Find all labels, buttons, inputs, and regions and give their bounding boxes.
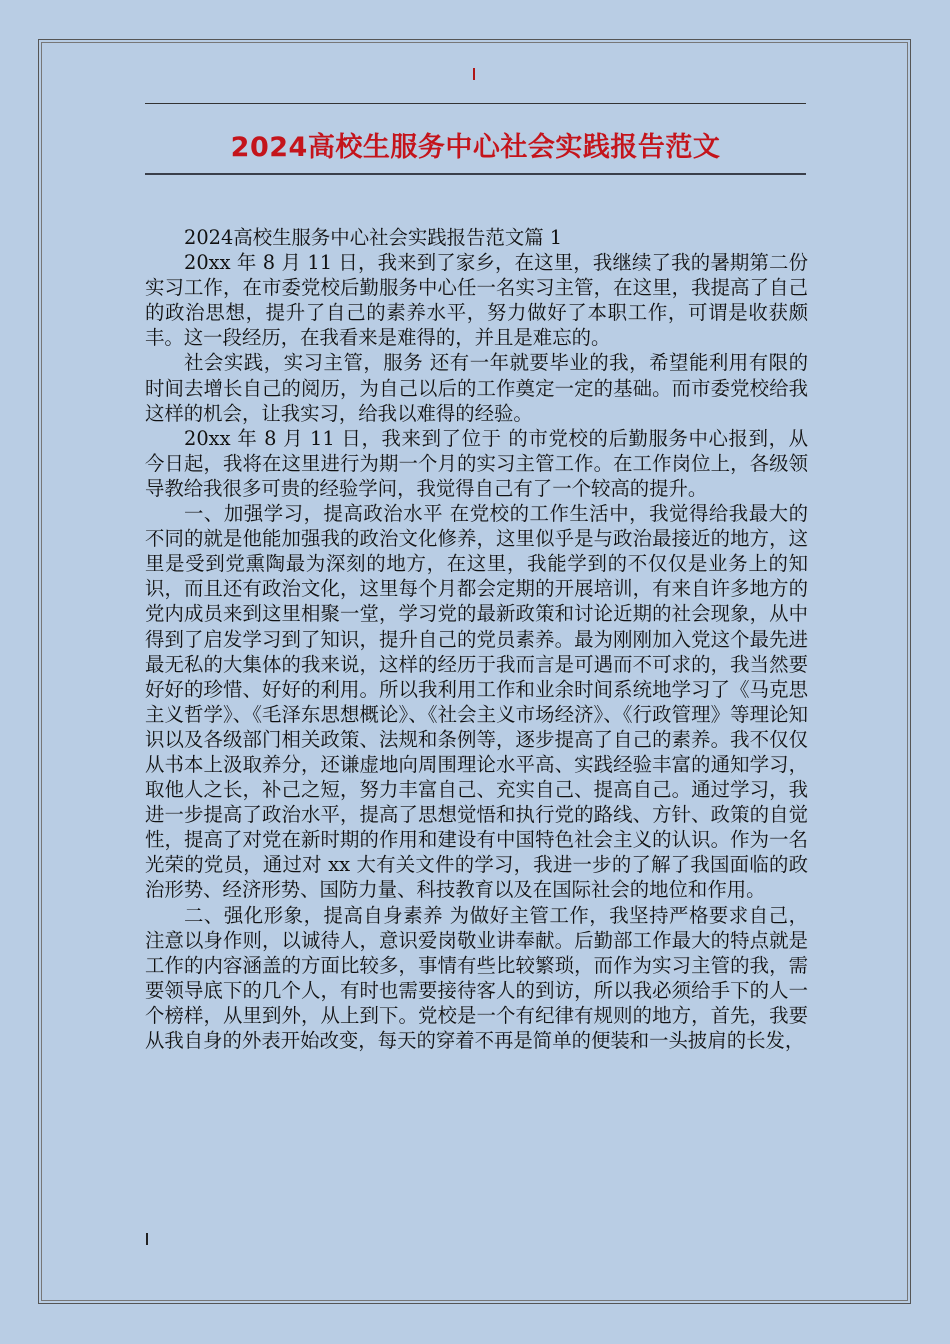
document-body (145, 225, 808, 1053)
document-title: 2024高校生服务中心社会实践报告范文 (230, 132, 721, 163)
footer-cursor-mark (146, 1233, 148, 1245)
section-subtitle: 2024高校生服务中心社会实践报告范文篇 1 (184, 226, 563, 249)
paragraph-2: 社会实践，实习主管，服务 还有一年就要毕业的我，希望能利用有限的时间去增长自己的阅历，为自己以后的工作奠定一定的基础。而市委党校给我这样的机会，让我实习，给我以难得的经验。 (145, 351, 808, 425)
paragraph-5: 二、强化形象，提高自身素养 为做好主管工作，我坚持严格要求自己，注意以身作则，以诚待人，意识爱岗敬业讲奉献。后勤部工作最大的特点就是工作的内容涵盖的方面比较多，事情有些比较繁琐，而作为实习主管的我，需要领导底下的几个人，有时也需要接待客人的到访，所以我必须给手下的人一个榜样，从里到外，从上到下。党校是一个有纪律有规则的地方，首先，我要从我自身的外表开始改变，每天的穿着不再是简单的便装和一头披肩的长发， (145, 903, 808, 1052)
header-cursor-mark (473, 68, 475, 80)
title-rule (145, 173, 806, 175)
paragraph-1: 20xx 年 8 月 11 日，我来到了家乡，在这里，我继续了我的暑期第二份实习工作，在市委党校后勤服务中心任一名实习主管，在这里，我提高了自己的政治思想，提升了自己的素养水平，努力做好了本职工作，可谓是收获颇丰。这一段经历，在我看来是难得的，并且是难忘的。 (145, 251, 808, 350)
paragraph-4: 一、加强学习，提高政治水平 在党校的工作生活中，我觉得给我最大的不同的就是他能加强我的政治文化修养，这里似乎是与政治最接近的地方，这里是受到党熏陶最为深刻的地方，在这里，我能学到的不仅仅是业务上的知识，而且还有政治文化，这里每个月都会定期的开展培训，有来自许多地方的党内成员来到这里相聚一堂，学习党的最新政策和讨论近期的社会现象，从中得到了启发学习到了知识，提升自己的党员素养。最为刚刚加入党这个最先进最无私的大集体的我来说，这样的经历于我而言是可遇而不可求的，我当然要好好的珍惜、好好的利用。所以我利用工作和业余时间系统地学习了《马克思主义哲学》、《毛泽东思想概论》、《社会主义市场经济》、《行政管理》等理论知识以及各级部门相关政策、法规和条例等，逐步提高了自己的素养。我不仅仅从书本上汲取养分，还谦虚地向周围理论水平高、实践经验丰富的通知学习，取他人之长，补己之短，努力丰富自己、充实自己、提高自己。通过学习，我进一步提高了政治水平，提高了思想觉悟和执行党的路线、方针、政策的自觉性，提高了对党在新时期的作用和建设有中国特色社会主义的认识。作为一名光荣的党员，通过对 xx 大有关文件的学习，我进一步的了解了我国面临的政治形势、经济形势、国防力量、科技教育以及在国际社会的地位和作用。 (145, 502, 808, 902)
header-rule (145, 103, 806, 104)
paragraph-3: 20xx 年 8 月 11 日，我来到了位于 的市党校的后勤服务中心报到，从今日起，我将在这里进行为期一个月的实习主管工作。在工作岗位上，各级领导教给我很多可贵的经验学问，我觉得自己有了一个较高的提升。 (145, 426, 808, 500)
